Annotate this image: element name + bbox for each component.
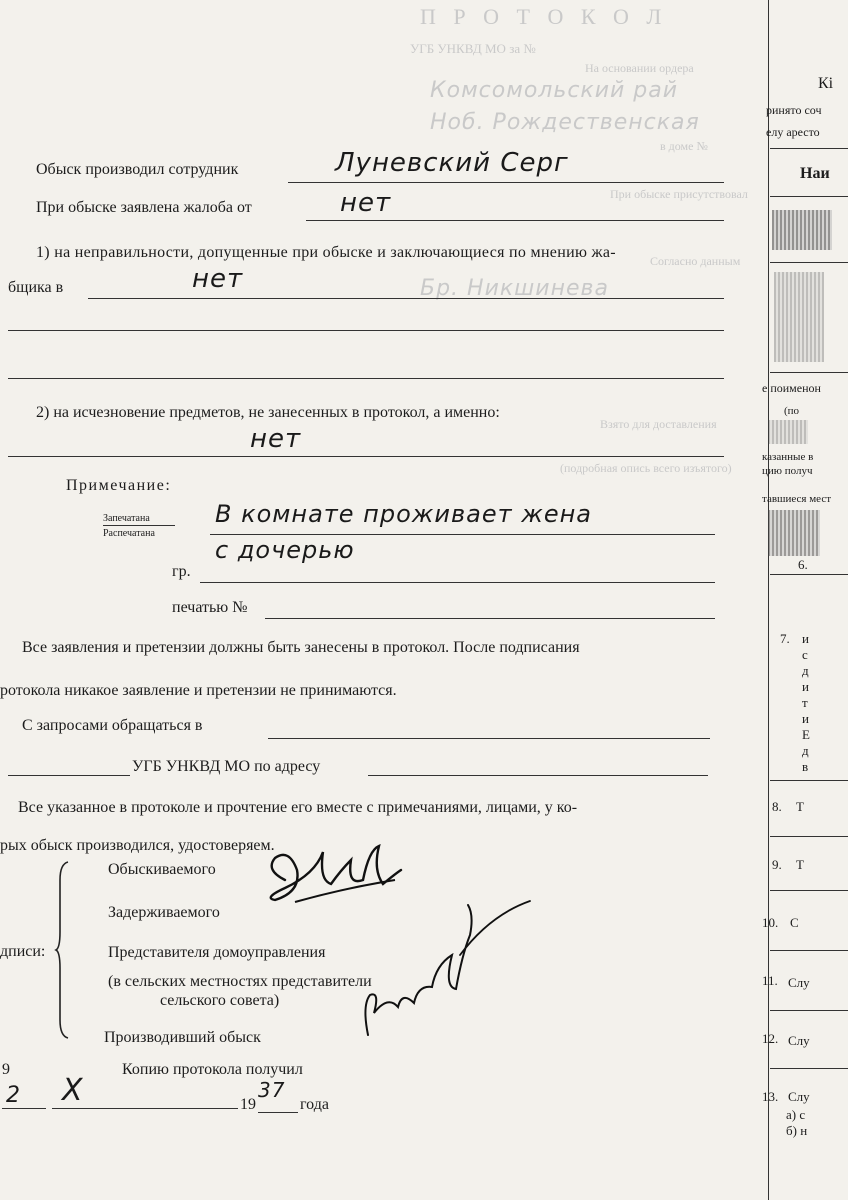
adjacent-letter: Е [802, 727, 810, 742]
note-value-line2: с дочерью [215, 536, 355, 564]
adjacent-text: елу аресто [766, 125, 820, 139]
page-edge [768, 0, 769, 1200]
signatures-side-label: дписи: [0, 943, 46, 960]
note-value-line1: В комнате проживает жена [215, 500, 592, 528]
sealed-divider [103, 525, 175, 526]
adjacent-letter: д [802, 663, 809, 678]
ghost-line: Взято для доставления [600, 417, 717, 431]
adjacent-letter: а) с [786, 1107, 806, 1122]
table-border [770, 1010, 848, 1011]
adjacent-letter: с [802, 647, 808, 662]
seal-number-label: печатью № [172, 599, 248, 616]
adjacent-number: 6. [798, 557, 808, 572]
statements-text: Все заявления и претензии должны быть занесены в протокол. После подписания [22, 639, 580, 656]
stamp-smudge [768, 420, 808, 444]
adjacent-letter: и [802, 679, 809, 694]
ghost-line: При обыске присутствовал [610, 187, 748, 201]
year-prefix: 19 [240, 1096, 256, 1113]
item1-text-cont: бщика в [8, 279, 64, 296]
ghost-handwriting: Бр. Никшинева [420, 276, 609, 301]
confirm-text: Все указанное в протоколе и прочтение его вместе с примечаниями, лицами, у ко- [18, 799, 578, 816]
table-border [770, 574, 848, 575]
adjacent-text: ринято соч [766, 103, 822, 117]
table-border [770, 780, 848, 781]
item1-text: 1) на неправильности, допущенные при обыске и заключающиеся по мнению жа- [36, 244, 616, 261]
rural-note-cont: сельского совета) [160, 992, 280, 1009]
stamp-smudge [772, 210, 832, 250]
item2-text: 2) на исчезновение предметов, не занесенных в протокол, а именно: [36, 404, 500, 421]
ghost-handwriting: Ноб. Рождественская [430, 110, 700, 135]
ghost-line: На основании ордера [585, 61, 694, 75]
item1-line [88, 298, 724, 299]
stamp-smudge [768, 510, 820, 556]
complaint-label: При обыске заявлена жалоба от [36, 199, 252, 216]
adjacent-letter: и [802, 631, 809, 646]
item1-value: нет [192, 264, 244, 294]
gr-label: гр. [172, 563, 191, 580]
adjacent-text: цию получ [762, 465, 813, 477]
adjacent-number: 12. [762, 1031, 779, 1046]
adjacent-letter: С [790, 915, 799, 930]
adjacent-number: 10. [762, 915, 779, 930]
adjacent-number: 7. [780, 631, 790, 646]
rural-note: (в сельских местностях представители [108, 973, 372, 990]
signatures-brace [56, 860, 76, 1040]
table-border [770, 836, 848, 837]
adjacent-table-header: Наи [800, 165, 830, 182]
blank-line [8, 378, 724, 379]
copy-received-label: Копию протокола получил [122, 1061, 303, 1078]
item2-value: нет [250, 424, 302, 454]
adjacent-letter: т [802, 695, 808, 710]
year-line [258, 1112, 298, 1113]
complaint-value: нет [340, 188, 392, 218]
adjacent-text: тавшиеся мест [762, 493, 832, 505]
date-prefix: 9 [2, 1061, 10, 1078]
searcher-line [288, 182, 724, 183]
adjacent-page-column [762, 0, 848, 1200]
note-line [210, 534, 715, 535]
stamp-smudge [774, 272, 824, 362]
table-border [770, 1068, 848, 1069]
adjacent-text: (по [784, 405, 800, 417]
adjacent-number: 11. [762, 973, 778, 988]
officer-signature [340, 895, 540, 1055]
table-border [770, 196, 848, 197]
detained-person-label: Задерживаемого [108, 904, 220, 921]
ugb-address-label: УГБ УНКВД МО по адресу [132, 758, 321, 775]
table-border [770, 890, 848, 891]
date-month-line [52, 1108, 238, 1109]
ugb-address-line [368, 775, 708, 776]
adjacent-letter: и [802, 711, 809, 726]
date-day: 2 [6, 1083, 21, 1108]
ghost-line: (подробная опись всего изъятого) [560, 461, 732, 475]
gr-line [200, 582, 715, 583]
adjacent-number: 13. [762, 1089, 779, 1104]
ghost-title: П Р О Т О К О Л [420, 4, 668, 29]
inquiries-label: С запросами обращаться в [22, 717, 203, 734]
year-value: 37 [258, 1078, 286, 1102]
date-month: X [62, 1073, 84, 1108]
ghost-line: в доме № [660, 139, 708, 153]
ghost-line: Согласно данным [650, 254, 741, 268]
adjacent-letter: Т [796, 857, 804, 872]
adjacent-letter: Слу [788, 1089, 810, 1104]
adjacent-text: е поименон [762, 381, 821, 395]
seal-number-line [265, 618, 715, 619]
inquiries-line [268, 738, 710, 739]
conductor-label: Производивший обыск [104, 1029, 261, 1046]
blank-line [8, 330, 724, 331]
table-border [770, 148, 848, 149]
table-border [770, 262, 848, 263]
ghost-handwriting: Комсомольский рай [430, 78, 679, 103]
sealed-label: Запечатана [103, 513, 150, 524]
confirm-text-cont: рых обыск производился, удостоверяем. [0, 837, 275, 854]
unsealed-label: Распечатана [103, 528, 155, 539]
ugb-leading-line [8, 775, 130, 776]
adjacent-letter: Слу [788, 975, 810, 990]
year-suffix: года [300, 1096, 329, 1113]
table-border [770, 950, 848, 951]
adjacent-number: 9. [772, 857, 782, 872]
adjacent-letter: в [802, 759, 809, 774]
statements-text-cont: ротокола никакое заявление и претензии не принимаются. [0, 682, 397, 699]
note-label: Примечание: [66, 477, 172, 494]
searched-person-label: Обыскиваемого [108, 861, 216, 878]
adjacent-text: Кі [818, 75, 834, 92]
adjacent-letter: Т [796, 799, 804, 814]
adjacent-letter: Слу [788, 1033, 810, 1048]
adjacent-text: казанные в [762, 451, 814, 463]
complaint-line [306, 220, 724, 221]
adjacent-letter: б) н [786, 1123, 808, 1138]
adjacent-number: 8. [772, 799, 782, 814]
table-border [770, 372, 848, 373]
item2-line [8, 456, 724, 457]
searcher-label: Обыск производил сотрудник [36, 161, 239, 178]
adjacent-letter: д [802, 743, 809, 758]
ghost-line: УГБ УНКВД МО за № [410, 41, 536, 56]
housing-rep-label: Представителя домоуправления [108, 944, 326, 961]
searcher-value: Луневский Серг [335, 148, 569, 178]
date-day-line [2, 1108, 46, 1109]
